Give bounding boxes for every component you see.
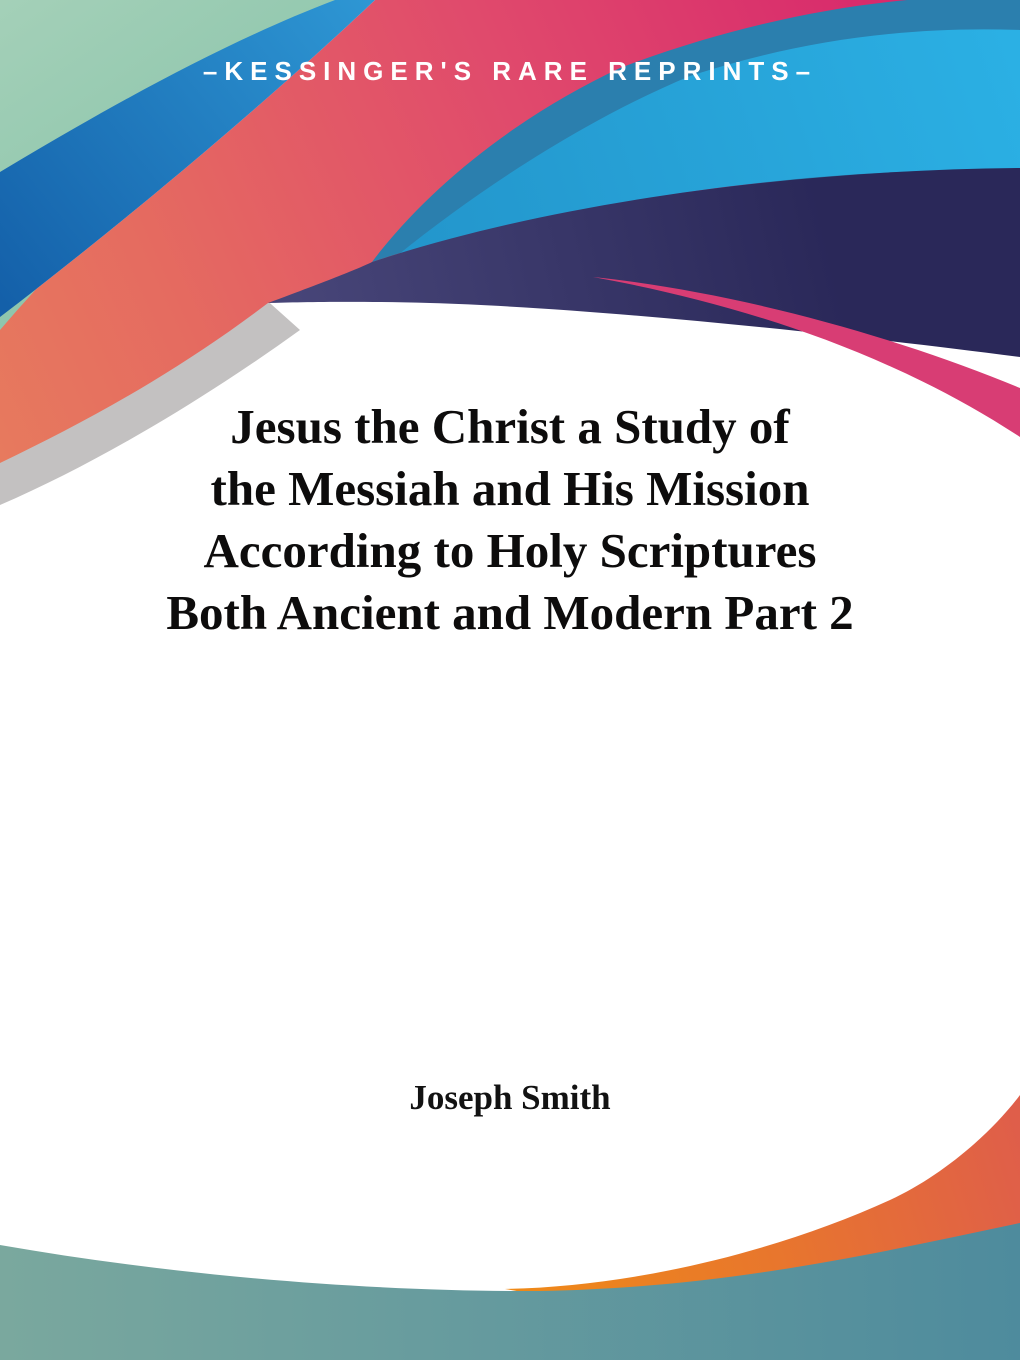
book-title-line-2: the Messiah and His Mission: [210, 461, 810, 516]
book-title-line-4: Both Ancient and Modern Part 2: [166, 585, 854, 640]
publisher-banner: –KESSINGER'S RARE REPRINTS–: [202, 56, 818, 86]
bottom-wave-art: [0, 1090, 1020, 1360]
book-title: [0, 396, 1020, 644]
author-name: Joseph Smith: [409, 1078, 611, 1117]
book-title-line-1: Jesus the Christ a Study of: [230, 399, 790, 454]
book-title-line-3: According to Holy Scriptures: [203, 523, 817, 578]
